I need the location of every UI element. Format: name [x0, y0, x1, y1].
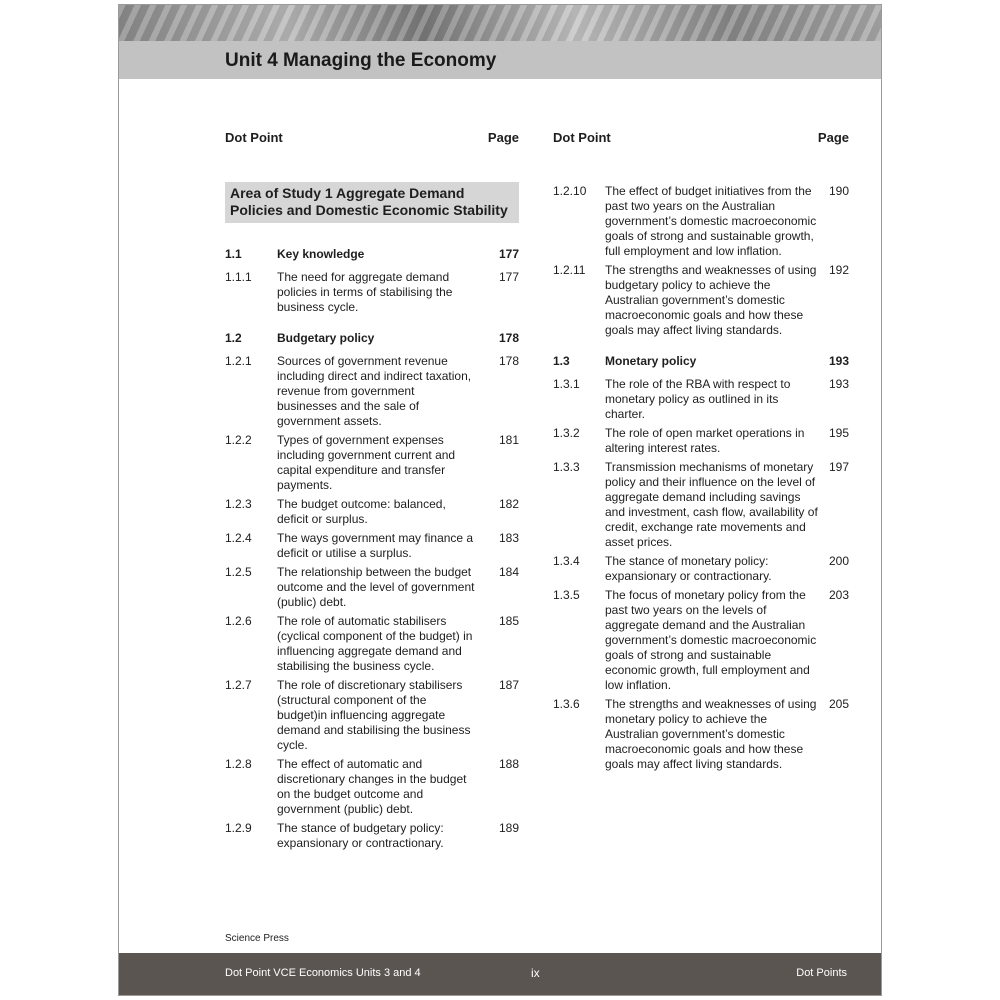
dot-point-number: 1.3.5: [553, 588, 580, 602]
left-column: [225, 130, 519, 855]
dot-point-item: [553, 263, 849, 338]
page-number-ref: 187: [498, 678, 519, 692]
book-page: [118, 4, 882, 996]
dot-point-number: 1.3.1: [553, 377, 580, 391]
dot-point-item: [225, 497, 519, 527]
footer-bar: [119, 953, 881, 996]
dot-point-item: [553, 377, 849, 422]
dot-point-text: Types of government expenses including government current and capital expenditure and transfer payments.: [277, 433, 456, 492]
publisher-name: Science Press: [225, 933, 289, 944]
dot-point-text: The effect of budget initiatives from the past two years on the Australian government’s domestic macroeconomic goals of strong and sustainable growth, full employment and low inflation.: [605, 184, 817, 258]
dot-point-text: Monetary policy: [605, 354, 697, 368]
page-number-ref: 200: [828, 554, 849, 568]
dot-point-text: Transmission mechanisms of monetary policy and their influence on the level of aggregate demand including savings and investment, cash flow, availability of credit, exchange rate movements and asset prices.: [605, 460, 818, 549]
dot-point-item: [225, 354, 519, 429]
dot-point-number: 1.1.1: [225, 270, 252, 284]
dot-point-number: 1.2.8: [225, 757, 252, 771]
page-number-ref: 197: [828, 460, 849, 474]
dot-point-item: [225, 433, 519, 493]
dot-point-text: The relationship between the budget outcome and the level of government (public) debt.: [277, 565, 475, 609]
dot-point-item: [225, 614, 519, 674]
page-number-ref: 193: [828, 354, 849, 368]
dot-point-item: [225, 821, 519, 851]
dot-point-text: The strengths and weaknesses of using monetary policy to achieve the Australian government’s domestic macroeconomic goals and how these goals may affect living standards.: [605, 697, 817, 771]
dot-point-text: The stance of budgetary policy: expansionary or contractionary.: [277, 821, 444, 850]
dot-point-number: 1.2.1: [225, 354, 252, 368]
dot-point-number: 1.3: [553, 354, 570, 368]
dot-point-text: The focus of monetary policy from the past two years on the levels of aggregate demand and the Australian government’s domestic macroeconomic goals of strong and sustainable economic growth, full employment and low inflation.: [605, 588, 817, 692]
page-number-ref: 182: [498, 497, 519, 511]
dot-point-text: The role of open market operations in altering interest rates.: [605, 426, 805, 455]
dot-point-text: The strengths and weaknesses of using budgetary policy to achieve the Australian government’s domestic macroeconomic goals and how these goals may affect living standards.: [605, 263, 817, 337]
dot-point-item: [553, 697, 849, 772]
dot-point-text: The role of discretionary stabilisers (structural component of the budget)in influencing aggregate demand and stabilising the business cycle.: [277, 678, 471, 752]
section-heading: [225, 247, 519, 262]
dot-point-number: 1.2.7: [225, 678, 252, 692]
dot-point-number: 1.2.4: [225, 531, 252, 545]
dot-point-number: 1.2.11: [553, 263, 586, 277]
dot-point-text: The stance of monetary policy: expansionary or contractionary.: [605, 554, 772, 583]
dot-point-number: 1.2: [225, 331, 242, 345]
page-number-ref: 205: [828, 697, 849, 711]
column-header: [553, 130, 849, 150]
dot-point-number: 1.2.3: [225, 497, 252, 511]
dot-point-number: 1.2.6: [225, 614, 252, 628]
dot-point-item: [225, 270, 519, 315]
right-entries: [553, 184, 849, 772]
dot-point-text: The role of automatic stabilisers (cyclical component of the budget) in influencing aggregate demand and stabilising the business cycle.: [277, 614, 473, 673]
dot-point-text: Sources of government revenue including direct and indirect taxation, revenue from government businesses and the sale of government assets.: [277, 354, 472, 428]
page-number-ref: 177: [498, 270, 519, 284]
header-banner-image: [119, 5, 881, 41]
page-heading: Page: [817, 130, 849, 145]
dot-point-number: 1.3.6: [553, 697, 580, 711]
page-number-ref: 193: [828, 377, 849, 391]
left-entries: [225, 247, 519, 851]
page-number: ix: [531, 966, 540, 980]
column-header: [225, 130, 519, 150]
dot-point-number: 1.2.5: [225, 565, 252, 579]
dot-point-text: Key knowledge: [277, 247, 365, 261]
dot-point-text: The effect of automatic and discretionary changes in the budget on the budget outcome and government (public) debt.: [277, 757, 467, 816]
dot-point-item: [225, 757, 519, 817]
dot-point-number: 1.2.9: [225, 821, 252, 835]
dot-point-text: The budget outcome: balanced, deficit or surplus.: [277, 497, 446, 526]
dot-point-number: 1.3.2: [553, 426, 580, 440]
dot-point-item: [225, 678, 519, 753]
area-of-study-heading: Area of Study 1 Aggregate Demand Policies and Domestic Economic Stability: [225, 182, 519, 223]
page-number-ref: 190: [828, 184, 849, 198]
right-column: [553, 130, 849, 776]
dot-point-item: [225, 565, 519, 610]
page-number-ref: 192: [828, 263, 849, 277]
dot-point-item: [553, 426, 849, 456]
dot-point-item: [553, 554, 849, 584]
dot-point-number: 1.3.4: [553, 554, 580, 568]
page-number-ref: 185: [498, 614, 519, 628]
title-bar: [119, 41, 881, 79]
footer-book-title: Dot Point VCE Economics Units 3 and 4: [225, 967, 421, 979]
section-heading: [225, 331, 519, 346]
dot-point-text: The role of the RBA with respect to monetary policy as outlined in its charter.: [605, 377, 791, 421]
dot-point-text: The need for aggregate demand policies in terms of stabilising the business cycle.: [277, 270, 453, 314]
section-heading: [553, 354, 849, 369]
page-number-ref: 177: [498, 247, 519, 261]
dot-point-heading: Dot Point: [553, 130, 611, 145]
dot-point-heading: Dot Point: [225, 130, 283, 145]
dot-point-text: The ways government may finance a deficit or utilise a surplus.: [277, 531, 474, 560]
page-number-ref: 178: [498, 331, 519, 345]
page-number-ref: 195: [828, 426, 849, 440]
dot-point-number: 1.3.3: [553, 460, 580, 474]
page-number-ref: 203: [828, 588, 849, 602]
unit-title: Unit 4 Managing the Economy: [225, 50, 497, 71]
dot-point-number: 1.1: [225, 247, 242, 261]
dot-point-number: 1.2.2: [225, 433, 252, 447]
dot-point-item: [553, 184, 849, 259]
dot-point-text: Budgetary policy: [277, 331, 375, 345]
page-number-ref: 188: [498, 757, 519, 771]
page-number-ref: 181: [498, 433, 519, 447]
page-number-ref: 183: [498, 531, 519, 545]
page-number-ref: 178: [498, 354, 519, 368]
page-number-ref: 189: [498, 821, 519, 835]
footer-series: Dot Points: [796, 967, 847, 979]
dot-point-item: [553, 460, 849, 550]
dot-point-item: [553, 588, 849, 693]
dot-point-item: [225, 531, 519, 561]
dot-point-number: 1.2.10: [553, 184, 587, 198]
page-number-ref: 184: [498, 565, 519, 579]
page-heading: Page: [487, 130, 519, 145]
